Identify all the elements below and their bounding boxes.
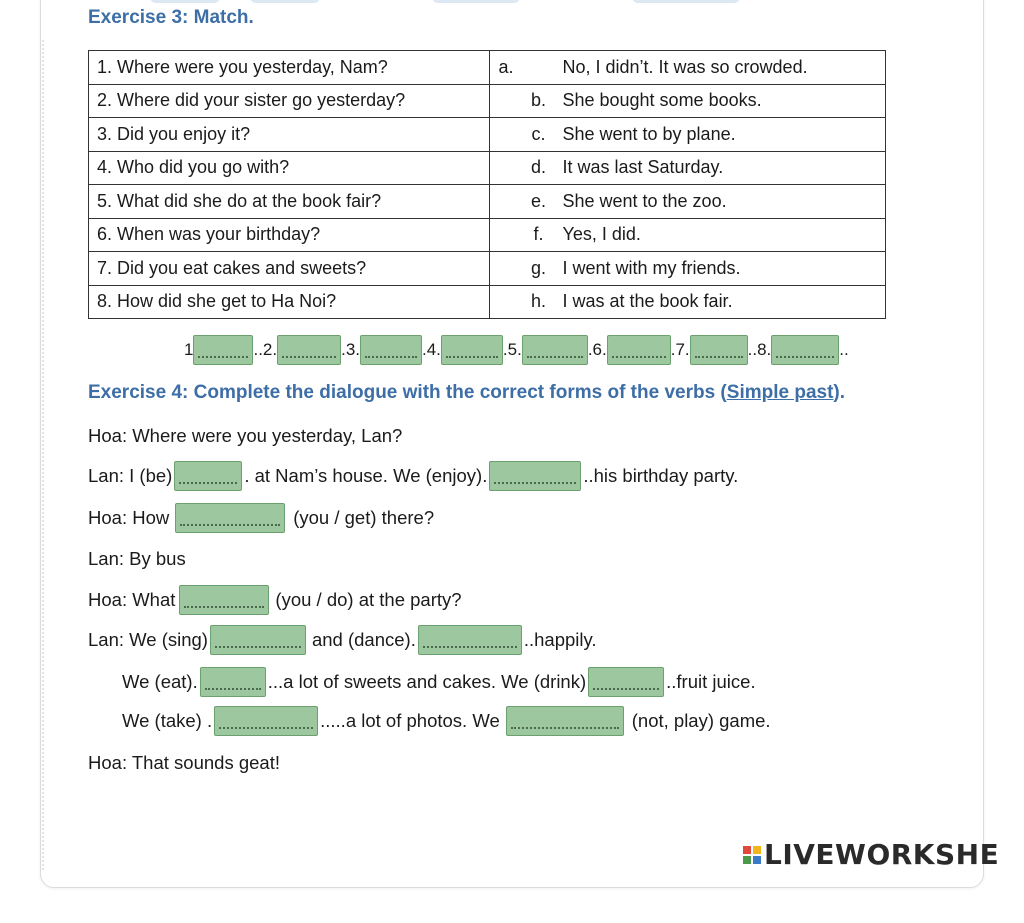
- dialogue-text: and (dance).: [311, 629, 416, 650]
- answer-number-7: .7.: [670, 340, 690, 359]
- verb-input-sing[interactable]: [210, 625, 306, 655]
- dialogue-line-1: [88, 420, 402, 452]
- table-row: [89, 185, 886, 219]
- answer-number-5: .5.: [502, 340, 522, 359]
- question-cell: 8. How did she get to Ha Noi?: [89, 285, 490, 319]
- answer-letter: a.: [498, 56, 514, 77]
- dialogue-text: We (take) .: [122, 710, 213, 731]
- dialogue-text: Hoa: Where were you yesterday, Lan?: [88, 425, 403, 446]
- answer-number-8: ..8.: [747, 340, 772, 359]
- dialogue-text: ...a lot of sweets and cakes. We (drink): [267, 671, 587, 692]
- match-table: [88, 50, 886, 319]
- verb-input-dance[interactable]: [418, 625, 522, 655]
- answer-letter: g.: [530, 257, 546, 278]
- dialogue-line-5: [88, 584, 462, 616]
- answer-letter: f.: [533, 224, 544, 245]
- match-answer-row: [184, 335, 849, 365]
- answer-cell: [490, 151, 886, 185]
- verb-input-be[interactable]: [174, 461, 242, 491]
- answer-letter: d.: [530, 157, 546, 178]
- dialogue-text: Lan: We (sing): [88, 629, 208, 650]
- dialogue-text: ..his birthday party.: [583, 465, 739, 486]
- match-answer-input-6[interactable]: [607, 335, 671, 365]
- match-answer-input-7[interactable]: [690, 335, 748, 365]
- question-cell: 6. When was your birthday?: [89, 218, 490, 252]
- answer-cell: [490, 218, 886, 252]
- answer-text: She went to the zoo.: [562, 190, 727, 211]
- verb-input-enjoy[interactable]: [489, 461, 581, 491]
- table-row: [89, 218, 886, 252]
- question-cell: 4. Who did you go with?: [89, 151, 490, 185]
- logo-square-yellow: [753, 846, 761, 854]
- answer-number-1: 1: [184, 340, 194, 359]
- answer-number-6: .6.: [587, 340, 607, 359]
- logo-square-blue: [753, 856, 761, 864]
- question-cell: 7. Did you eat cakes and sweets?: [89, 252, 490, 286]
- verb-input-do[interactable]: [179, 585, 269, 615]
- sheet-edge-dots: [42, 40, 44, 870]
- answer-number-3: .3.: [341, 340, 360, 359]
- answer-text: It was last Saturday.: [562, 157, 724, 178]
- dialogue-text: . at Nam’s house. We (enjoy).: [244, 465, 488, 486]
- question-cell: 1. Where were you yesterday, Nam?: [89, 51, 490, 85]
- verb-input-play[interactable]: [506, 706, 624, 736]
- verb-input-drink[interactable]: [588, 667, 664, 697]
- answer-row-tail: ..: [839, 340, 849, 359]
- dialogue-text: (you / do) at the party?: [275, 589, 462, 610]
- answer-cell: [490, 285, 886, 319]
- answer-cell: [490, 84, 886, 118]
- dialogue-text: Hoa: What: [88, 589, 176, 610]
- dialogue-line-3: [88, 502, 434, 534]
- answer-number-4: .4.: [422, 340, 441, 359]
- dialogue-line-2: [88, 460, 738, 492]
- answer-cell: [490, 118, 886, 152]
- liveworksheets-logo[interactable]: [743, 838, 999, 871]
- match-answer-input-5[interactable]: [522, 335, 588, 365]
- verb-input-eat[interactable]: [200, 667, 266, 697]
- match-answer-input-2[interactable]: [277, 335, 341, 365]
- answer-cell: [490, 185, 886, 219]
- verb-input-get[interactable]: [175, 503, 285, 533]
- answer-text: I went with my friends.: [562, 257, 741, 278]
- dialogue-text: We (eat).: [122, 671, 198, 692]
- answer-cell: [490, 252, 886, 286]
- dialogue-text: Hoa: How: [88, 507, 170, 528]
- top-tab-4: [632, 0, 740, 3]
- logo-square-red: [743, 846, 751, 854]
- answer-text: She went to by plane.: [562, 123, 736, 144]
- question-cell: 2. Where did your sister go yesterday?: [89, 84, 490, 118]
- dialogue-line-9: [88, 747, 280, 779]
- top-tab-3: [432, 0, 520, 3]
- exercise-4-title-underlined: Simple past: [726, 382, 834, 403]
- logo-text: LIVEWORKSHE: [764, 838, 1000, 871]
- dialogue-text: ..happily.: [523, 629, 597, 650]
- answer-letter: c.: [531, 123, 546, 144]
- answer-text: She bought some books.: [562, 90, 762, 111]
- dialogue-line-4: [88, 543, 186, 575]
- dialogue-line-7: [122, 666, 756, 698]
- table-row: [89, 118, 886, 152]
- match-answer-input-8[interactable]: [771, 335, 839, 365]
- dialogue-text: .....a lot of photos. We: [320, 710, 500, 731]
- top-tab-1: [150, 0, 220, 3]
- answer-cell: [490, 51, 886, 85]
- answer-number-2: ..2.: [253, 340, 278, 359]
- dialogue-text: (not, play) game.: [631, 710, 771, 731]
- answer-text: I was at the book fair.: [562, 291, 733, 312]
- verb-input-take[interactable]: [214, 706, 318, 736]
- answer-text: Yes, I did.: [562, 224, 641, 245]
- match-answer-input-4[interactable]: [441, 335, 503, 365]
- dialogue-text: ..fruit juice.: [666, 671, 756, 692]
- question-cell: 3. Did you enjoy it?: [89, 118, 490, 152]
- logo-grid-icon: [743, 846, 761, 864]
- dialogue-text: (you / get) there?: [293, 507, 435, 528]
- answer-letter: b.: [530, 90, 546, 111]
- exercise-4-title: [88, 382, 845, 404]
- table-row: [89, 252, 886, 286]
- dialogue-line-8: [122, 705, 771, 737]
- match-answer-input-3[interactable]: [360, 335, 422, 365]
- logo-square-green: [743, 856, 751, 864]
- dialogue-text: Hoa: That sounds geat!: [88, 752, 280, 773]
- exercise-3-title: Exercise 3: Match.: [88, 7, 254, 28]
- match-answer-input-1[interactable]: [193, 335, 253, 365]
- table-row: [89, 285, 886, 319]
- table-row: [89, 84, 886, 118]
- exercise-4-title-main: Exercise 4: Complete the dialogue with the correct forms of the verbs (: [88, 382, 727, 403]
- top-tab-2: [250, 0, 320, 3]
- exercise-4-title-end: ).: [833, 382, 846, 403]
- dialogue-line-6: [88, 624, 597, 656]
- dialogue-text: Lan: I (be): [88, 465, 173, 486]
- answer-text: No, I didn’t. It was so crowded.: [562, 56, 808, 77]
- question-cell: 5. What did she do at the book fair?: [89, 185, 490, 219]
- table-row: [89, 151, 886, 185]
- answer-letter: e.: [530, 190, 546, 211]
- dialogue-text: Lan: By bus: [88, 548, 186, 569]
- table-row: [89, 51, 886, 85]
- answer-letter: h.: [530, 291, 546, 312]
